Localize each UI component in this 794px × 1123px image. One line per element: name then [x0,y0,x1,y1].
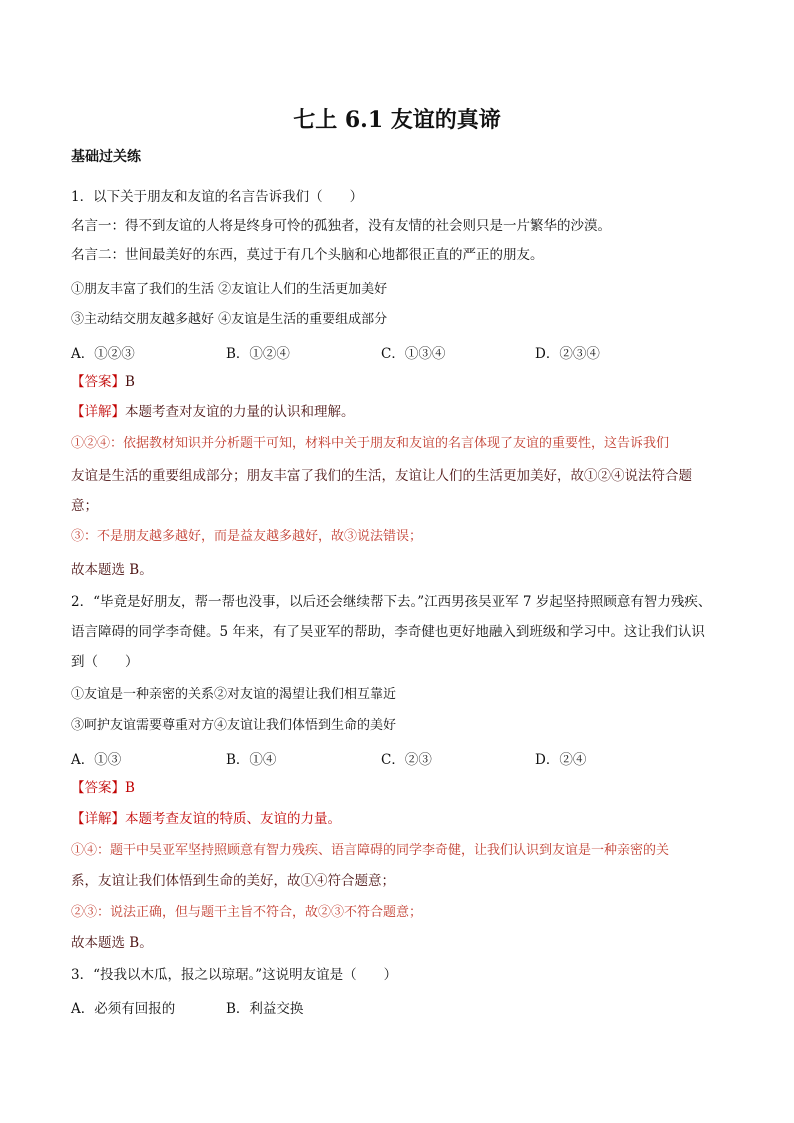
q1-quote-2: 名言二：世间最美好的东西，莫过于有几个头脑和心地都很正直的严正的朋友。 [71,247,544,263]
q1-option-c: C．①③④ [381,346,446,362]
answer-tag: 【答案】 [71,374,125,390]
q2-option-c: C．②③ [381,752,432,768]
q2-detail [71,810,341,828]
q2-stem-2: 语言障碍的同学李奇健。5 年来，有了吴亚军的帮助，李奇健也更好地融入到班级和学习中。这让我们认识 [71,624,705,640]
q1-stem: 1．以下关于朋友和友谊的名言告诉我们（ ） [71,189,364,205]
q1-analysis-2: 友谊是生活的重要组成部分；朋友丰富了我们的生活，友谊让人们的生活更加美好，故①②④说法符合题 [71,468,692,484]
q2-analysis-3: ②③：说法正确，但与题干主旨不符合，故②③不符合题意； [71,905,423,920]
q1-option-a: A．①②③ [71,346,135,362]
q1-analysis-1: ①②④：依据教材知识并分析题干可知，材料中关于朋友和友谊的名言体现了友谊的重要性，这告诉我们 [71,436,670,451]
detail-tag: 【详解】 [71,811,125,827]
q2-stem-1: 2．“毕竟是好朋友，帮一帮也没事，以后还会继续帮下去。”江西男孩吴亚军 7 岁起坚持照顾意有智力残疾、 [71,594,712,610]
answer-tag: 【答案】 [71,780,125,796]
q1-detail [71,403,355,421]
q1-conclusion: 故本题选 B。 [71,562,153,578]
q3-option-a: A．必须有回报的 [71,1001,176,1017]
q2-option-d: D．②④ [535,752,587,768]
q1-option-b: B．①②④ [226,346,290,362]
q3-option-b: B．利益交换 [226,1001,304,1017]
q2-option-b: B．①④ [226,752,277,768]
q2-analysis-2: 系，友谊让我们体悟到生命的美好，故①④符合题意； [71,873,395,889]
q2-answer [71,779,135,797]
q2-statement-1: ①友谊是一种亲密的关系②对友谊的渴望让我们相互靠近 [71,687,397,702]
q1-analysis-3: 意； [71,498,98,514]
q1-quote-1: 名言一：得不到友谊的人将是终身可怜的孤独者，没有友情的社会则只是一片繁华的沙漠。 [71,218,611,234]
detail-text: 本题考查对友谊的力量的认识和理解。 [125,404,355,420]
q2-conclusion: 故本题选 B。 [71,935,153,951]
q3-stem: 3．“投我以木瓜，报之以琼琚。”这说明友谊是（ ） [71,967,398,983]
q2-statement-2: ③呵护友谊需要尊重对方④友谊让我们体悟到生命的美好 [71,718,397,733]
q2-stem-3: 到（ ） [71,654,139,670]
detail-text: 本题考查友谊的特质、友谊的力量。 [125,811,341,827]
section-heading: 基础过关练 [71,149,141,165]
detail-tag: 【详解】 [71,404,125,420]
q2-option-a: A．①③ [71,752,122,768]
q1-option-d: D．②③④ [535,346,600,362]
q1-statement-1: ①朋友丰富了我们的生活 ②友谊让人们的生活更加美好 [71,282,388,297]
q2-analysis-1: ①④：题干中吴亚军坚持照顾意有智力残疾、语言障碍的同学李奇健，让我们认识到友谊是一种亲密的关 [71,843,670,858]
q1-answer [71,373,135,391]
answer-value: B [125,374,135,390]
q1-statement-2: ③主动结交朋友越多越好 ④友谊是生活的重要组成部分 [71,312,388,327]
q1-analysis-4: ③：不是朋友越多越好，而是益友越多越好，故③说法错误； [71,529,423,544]
page-title: 七上 6.1 友谊的真谛 [293,107,501,133]
answer-value: B [125,780,135,796]
